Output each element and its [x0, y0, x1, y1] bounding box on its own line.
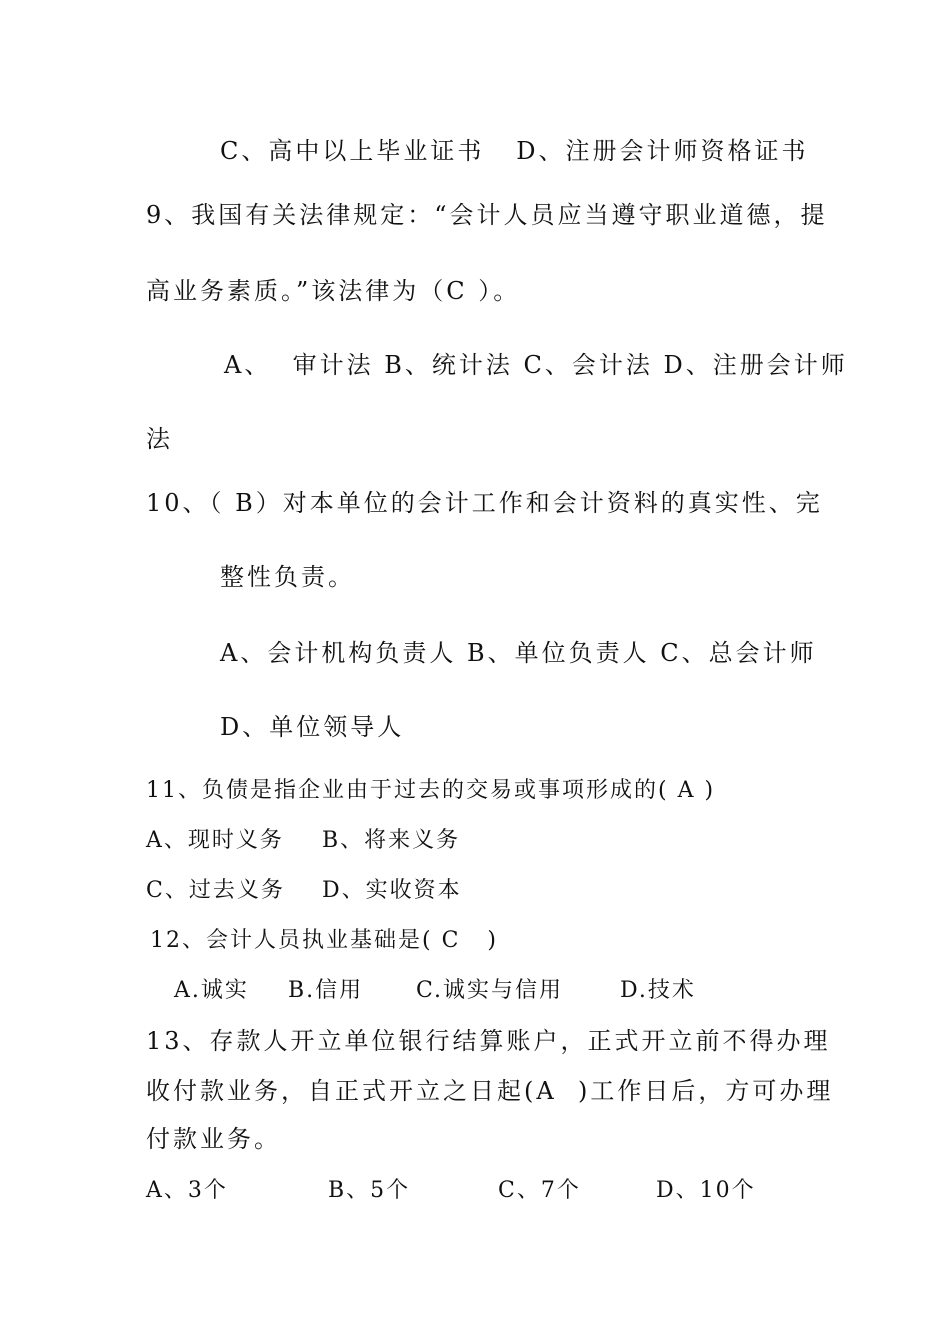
q13-stem-line3: 付款业务。 [146, 1125, 281, 1153]
q9-options: A、 审计法 B、统计法 C、会计法 D、注册会计师 [224, 351, 848, 379]
q12-option-c: C.诚实与信用 [416, 978, 564, 1003]
q13-option-c: C、7个 [498, 1178, 581, 1203]
q13-stem-line2: 收付款业务，自正式开立之日起(A )工作日后，方可办理 [146, 1077, 834, 1105]
q11-option-b: B、将来义务 [322, 828, 461, 853]
q8-options-cd: C、高中以上毕业证书 D、注册会计师资格证书 [220, 137, 809, 165]
q10-stem-line1: 10、（ B）对本单位的会计工作和会计资料的真实性、完 [146, 489, 823, 517]
q11-option-d: D、实收资本 [322, 878, 462, 903]
q12-option-b: B.信用 [288, 978, 364, 1003]
q13-option-d: D、10个 [656, 1178, 756, 1203]
q13-option-a: A、3个 [146, 1178, 228, 1203]
q9-stem-line1: 9、我国有关法律规定：“会计人员应当遵守职业道德，提 [146, 201, 828, 229]
q11-stem: 11、负债是指企业由于过去的交易或事项形成的( A ) [146, 778, 716, 803]
q11-option-c: C、过去义务 [146, 878, 285, 903]
q9-stem-line2: 高业务素质。”该法律为（C ）。 [146, 277, 521, 305]
q12-option-d: D.技术 [620, 978, 696, 1003]
q10-options-line1: A、会计机构负责人 B、单位负责人 C、总会计师 [220, 639, 817, 667]
q13-stem-line1: 13、存款人开立单位银行结算账户，正式开立前不得办理 [146, 1027, 831, 1055]
q10-options-line2: D、单位领导人 [220, 713, 405, 741]
q11-option-a: A、现时义务 [146, 828, 284, 853]
q12-stem: 12、会计人员执业基础是( C ) [150, 928, 498, 953]
q9-options-continued: 法 [146, 425, 173, 453]
q10-stem-line2: 整性负责。 [220, 563, 355, 591]
q13-option-b: B、5个 [328, 1178, 411, 1203]
q12-option-a: A.诚实 [174, 978, 249, 1003]
